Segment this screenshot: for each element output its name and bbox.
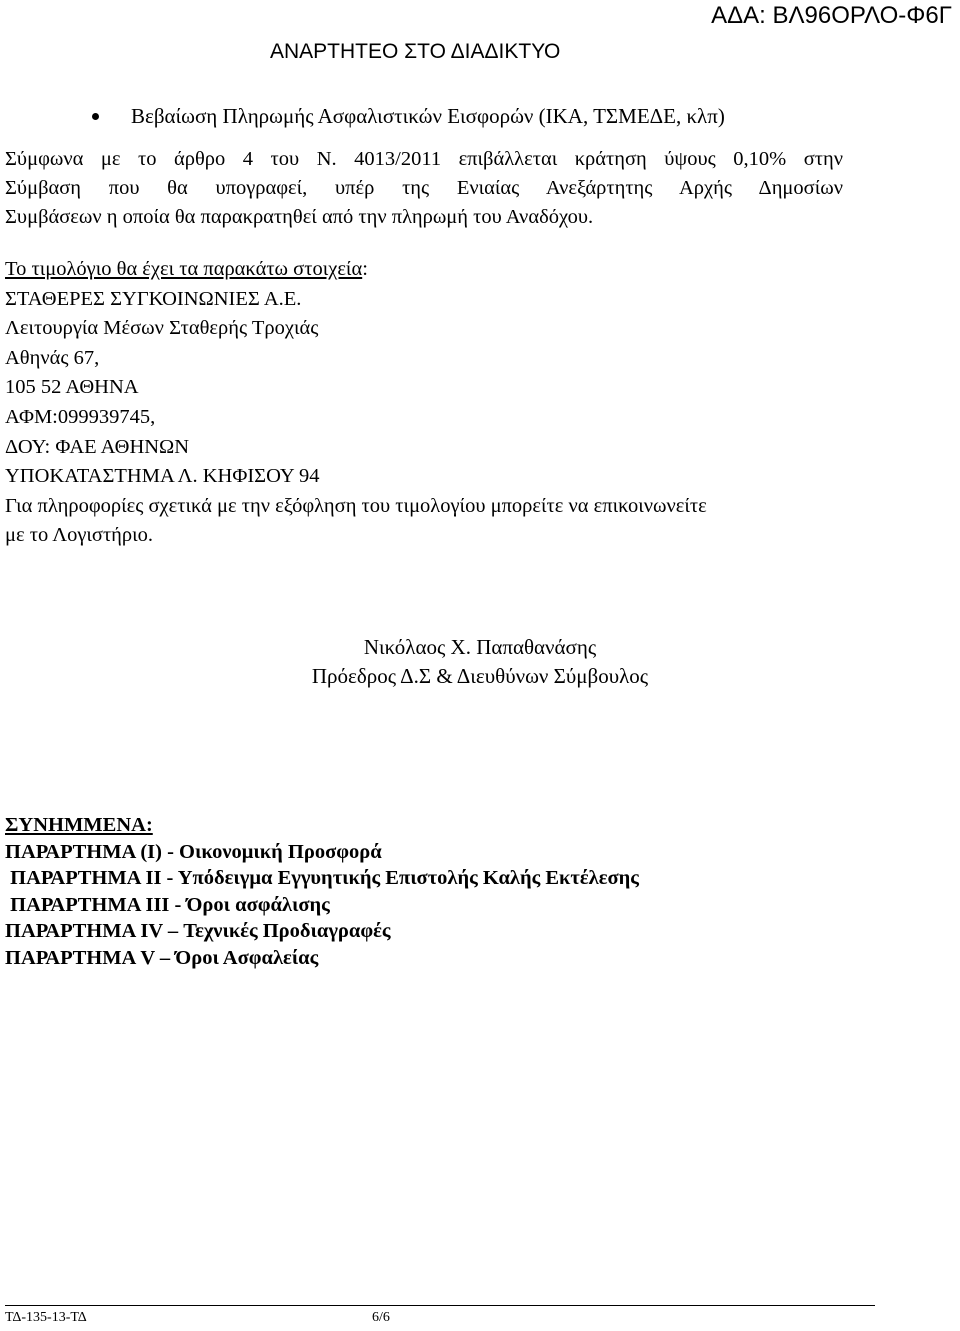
invoice-title-suffix: : xyxy=(362,258,368,280)
footer-document-code: ΤΔ-135-13-ΤΔ xyxy=(5,1310,87,1325)
paragraph-line: Σύμβαση που θα υπογραφεί, υπέρ της Ενιαίας Ανεξάρτητης Αρχής Δημοσίων xyxy=(5,177,843,199)
contract-fee-paragraph xyxy=(5,145,843,232)
attachment-item: ΠΑΡΑΡΤΗΜΑ ΙΙ - Υπόδειγμα Εγγυητικής Επιστολής Καλής Εκτέλεσης xyxy=(5,867,639,889)
attachment-item: ΠΑΡΑΡΤΗΜΑ V – Όροι Ασφαλείας xyxy=(5,946,319,969)
invoice-tax-office: ΔΟΥ: ΦΑΕ ΑΘΗΝΩΝ xyxy=(5,435,190,458)
footer-page-number: 6/6 xyxy=(372,1310,390,1325)
invoice-street: Αθηνάς 67, xyxy=(5,346,100,369)
invoice-info-note-end: με το Λογιστήριο. xyxy=(5,524,154,547)
attachments-title: ΣΥΝΗΜΜΕΝΑ: xyxy=(5,814,153,836)
invoice-branch: ΥΠΟΚΑΤΑΣΤΗΜΑ Λ. ΚΗΦΙΣΟΥ 94 xyxy=(5,465,320,488)
attachments-list xyxy=(5,812,639,971)
bullet-text: Βεβαίωση Πληρωμής Ασφαλιστικών Εισφορών (ΙΚΑ, ΤΣΜΕΔΕ, κλπ) xyxy=(131,104,725,128)
signature-block xyxy=(0,633,960,691)
invoice-company: ΣΤΑΘΕΡΕΣ ΣΥΓΚΟΙΝΩΝΙΕΣ Α.Ε. xyxy=(5,287,302,310)
invoice-info-note: Για πληροφορίες σχετικά με την εξόφληση του τιμολογίου μπορείτε να επικοινωνείτε xyxy=(5,494,707,517)
attachment-item: ΠΑΡΑΡΤΗΜΑ ΙΙΙ - Όροι ασφάλισης xyxy=(5,893,330,916)
attachment-item: ΠΑΡΑΡΤΗΜΑ (Ι) - Οικονομική Προσφορά xyxy=(5,840,382,863)
invoice-postcode: 105 52 ΑΘΗΝΑ xyxy=(5,376,139,399)
ada-code: ΑΔΑ: ΒΛ96ΟΡΛΟ-Φ6Γ xyxy=(711,2,952,29)
attachment-item: ΠΑΡΑΡΤΗΜΑ IV – Τεχνικές Προδιαγραφές xyxy=(5,920,391,942)
signatory-role: Πρόεδρος Δ.Σ & Διευθύνων Σύμβουλος xyxy=(311,664,649,688)
bullet-dot-icon xyxy=(92,113,99,120)
paragraph-line: Σύμφωνα με το άρθρο 4 του Ν. 4013/2011 επιβάλλεται κράτηση ύψους 0,10% στην xyxy=(5,148,843,170)
invoice-details xyxy=(5,255,707,551)
invoice-title-row xyxy=(5,255,707,285)
bullet-item xyxy=(92,104,725,129)
invoice-vat-number: ΑΦΜ:099939745, xyxy=(5,405,156,428)
invoice-division: Λειτουργία Μέσων Σταθερής Τροχιάς xyxy=(5,317,319,340)
footer-divider xyxy=(5,1305,875,1306)
invoice-title: Το τιμολόγιο θα έχει τα παρακάτω στοιχεία xyxy=(5,258,363,280)
paragraph-line: Συμβάσεων η οποία θα παρακρατηθεί από την πληρωμή του Αναδόχου. xyxy=(5,206,594,228)
signatory-name: Νικόλαος Χ. Παπαθανάσης xyxy=(363,635,597,659)
page-heading: ΑΝΑΡΤΗΤΕΟ ΣΤΟ ΔΙΑΔΙΚΤΥΟ xyxy=(270,40,561,63)
